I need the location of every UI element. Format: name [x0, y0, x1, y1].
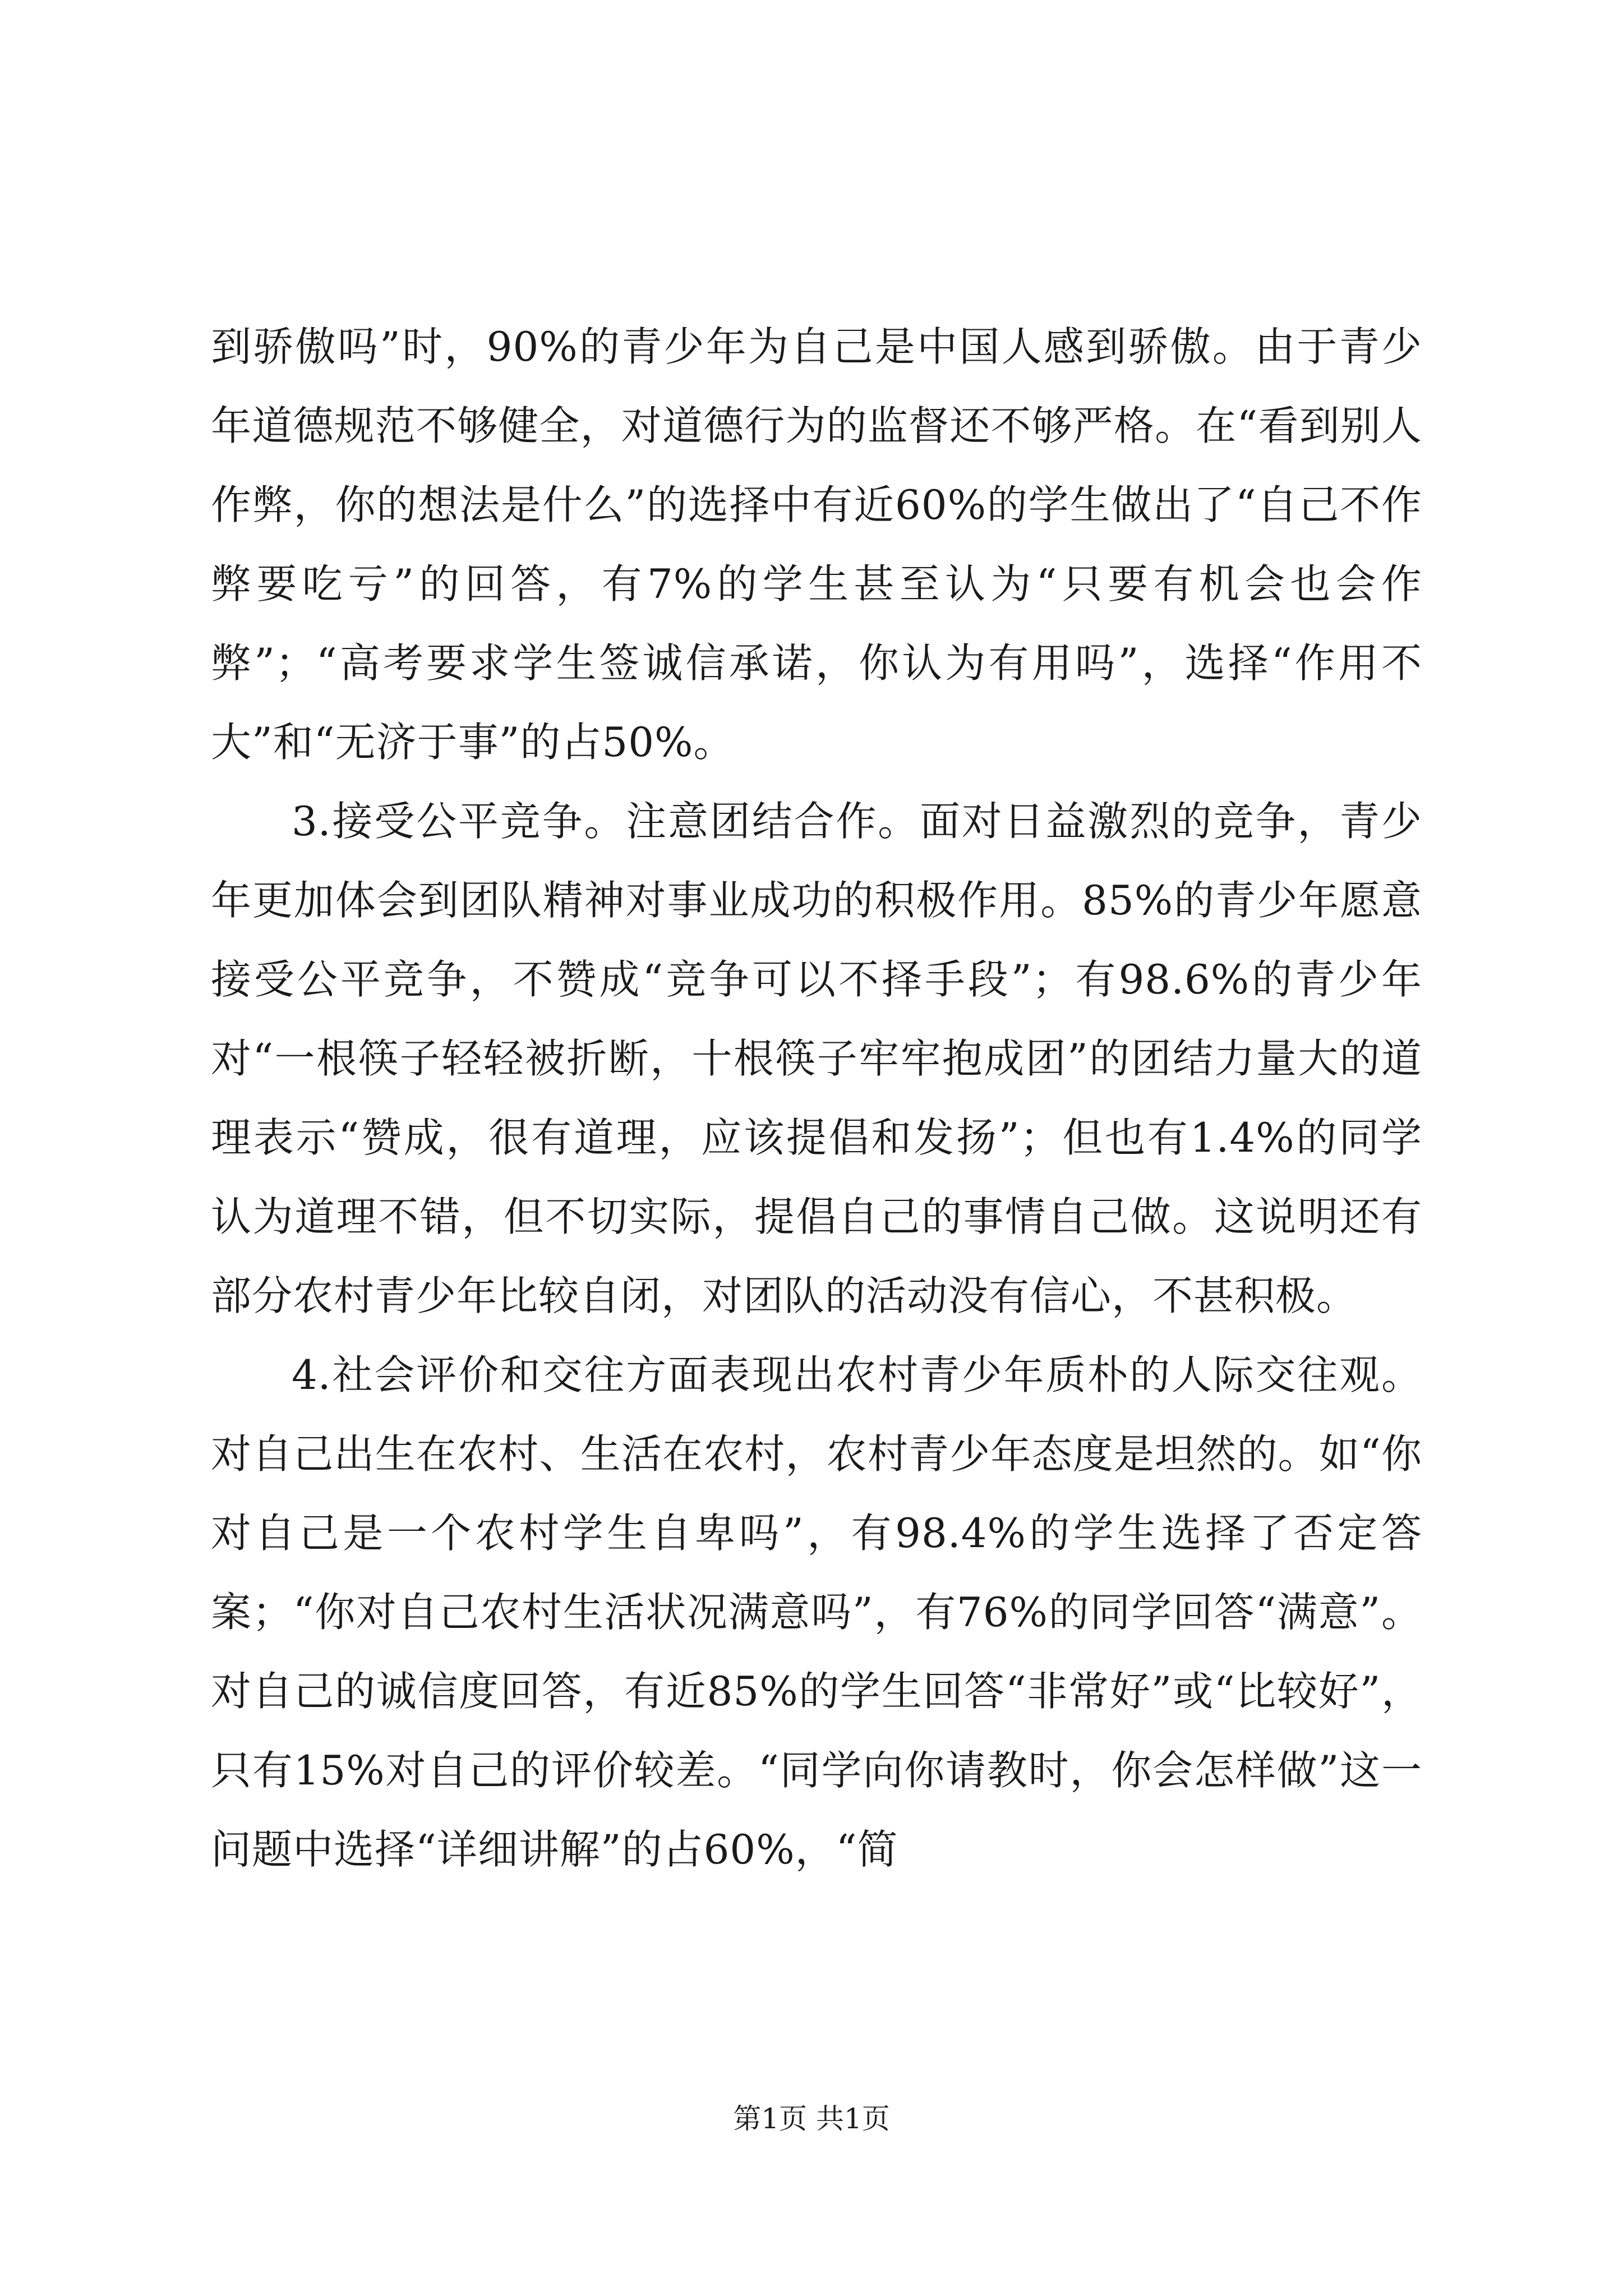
paragraph-1: 到骄傲吗”时，90%的青少年为自己是中国人感到骄傲。由于青少年道德规范不够健全，对道德行为的监督还不够严格。在“看到别人作弊，你的想法是什么”的选择中有近60%的学生做出了“自己不作弊要吃亏”的回答，有7%的学生甚至认为“只要有机会也会作弊”；“高考要求学生签诚信承诺，你认为有用吗”，选择“作用不大”和“无济于事”的占50%。: [211, 323, 1422, 766]
document-body: [211, 307, 1422, 1889]
paragraph-2: 3.接受公平竞争。注意团结合作。面对日益激烈的竞争，青少年更加体会到团队精神对事业成功的积极作用。85%的青少年愿意接受公平竞争，不赞成“竞争可以不择手段”；有98.6%的青少年对“一根筷子轻轻被折断，十根筷子牢牢抱成团”的团结力量大的道理表示“赞成，很有道理，应该提倡和发扬”；但也有1.4%的同学认为道理不错，但不切实际，提倡自己的事情自己做。这说明还有部分农村青少年比较自闭，对团队的活动没有信心，不甚积极。: [211, 798, 1422, 1319]
page-footer: 第1页 共1页: [733, 2102, 890, 2135]
paragraph-3: 4.社会评价和交往方面表现出农村青少年质朴的人际交往观。对自己出生在农村、生活在农村，农村青少年态度是坦然的。如“你对自己是一个农村学生自卑吗”，有98.4%的学生选择了否定答案；“你对自己农村生活状况满意吗”，有76%的同学回答“满意”。对自己的诚信度回答，有近85%的学生回答“非常好”或“比较好”，只有15%对自己的评价较差。“同学向你请教时，你会怎样做”这一问题中选择“详细讲解”的占60%，“简: [211, 1351, 1422, 1873]
